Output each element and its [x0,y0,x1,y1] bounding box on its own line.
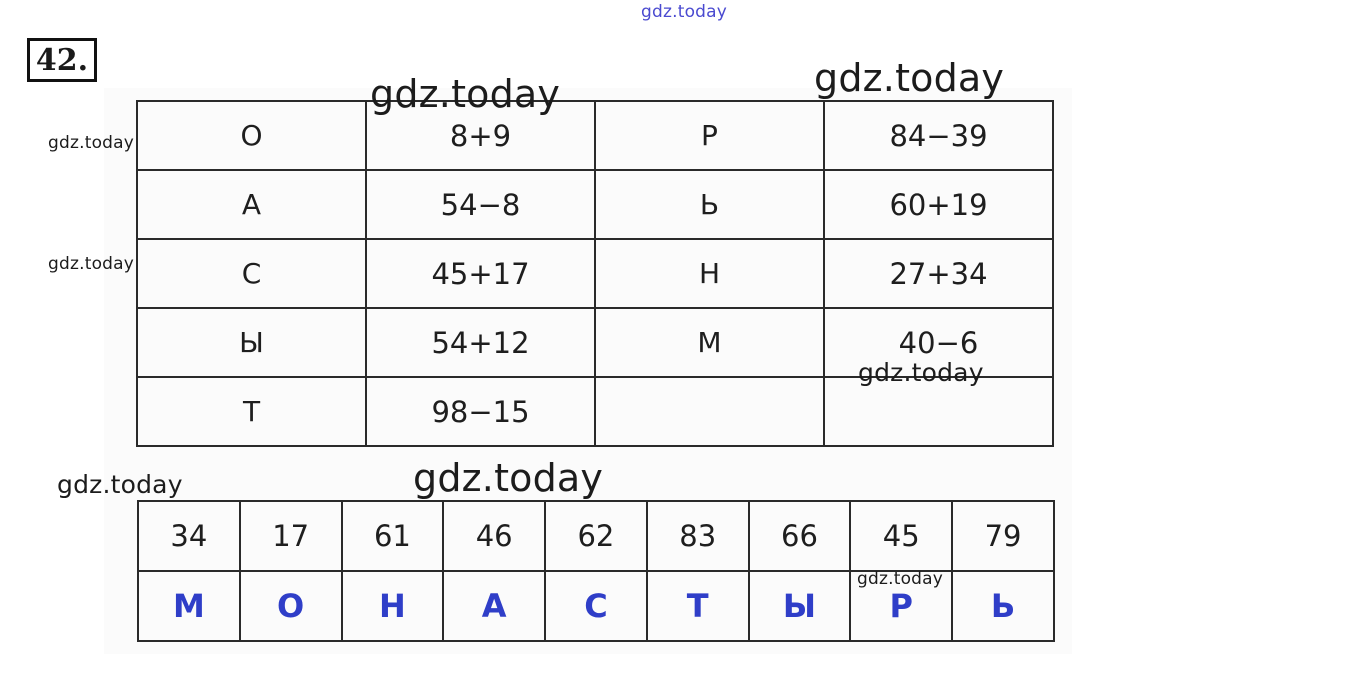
answer-letter-cell: Т [647,571,749,641]
answer-letter-cell: Р [850,571,952,641]
watermark-top: gdz.today [641,2,728,22]
answer-number-cell: 83 [647,501,749,571]
cipher-expression-cell: 27+34 [824,239,1053,308]
watermark-small-2: gdz.today [48,254,135,274]
cipher-letter-cell: А [137,170,366,239]
answer-number-cell: 46 [443,501,545,571]
watermark-big-3: gdz.today [413,456,604,500]
answer-number-cell: 45 [850,501,952,571]
cipher-expression-cell: 45+17 [366,239,595,308]
cipher-row [137,170,1053,239]
watermark-mid-2: gdz.today [858,358,984,387]
answer-number-cell: 61 [342,501,444,571]
watermark-small-1: gdz.today [48,133,135,153]
answer-number-cell: 66 [749,501,851,571]
cipher-letter-cell [595,377,824,446]
cipher-row [137,101,1053,170]
answer-number-cell: 34 [138,501,240,571]
watermark-big-1: gdz.today [370,72,561,116]
answer-number-cell: 17 [240,501,342,571]
cipher-expression-cell: 54+12 [366,308,595,377]
answer-letter-cell: М [138,571,240,641]
cipher-letter-cell: Ь [595,170,824,239]
cipher-expression-cell: 8+9 [366,101,595,170]
watermark-small-3: gdz.today [857,569,944,589]
answer-letter-cell: С [545,571,647,641]
cipher-expression-cell: 84−39 [824,101,1053,170]
cipher-table [136,100,1054,447]
cipher-expression-cell: 54−8 [366,170,595,239]
answer-letter-cell: Н [342,571,444,641]
watermark-big-2: gdz.today [814,56,1005,100]
watermark-mid-1: gdz.today [57,470,183,499]
cipher-expression-cell: 60+19 [824,170,1053,239]
cipher-letter-cell: Ы [137,308,366,377]
cipher-letter-cell: Н [595,239,824,308]
answer-number-cell: 79 [952,501,1054,571]
cipher-row [137,377,1053,446]
cipher-expression-cell: 40−6 [824,308,1053,377]
answer-letter-cell: Ь [952,571,1054,641]
cipher-letter-cell: Р [595,101,824,170]
cipher-letter-cell: О [137,101,366,170]
cipher-letter-cell: М [595,308,824,377]
answer-number-cell: 62 [545,501,647,571]
answer-numbers-row [138,501,1054,571]
cipher-letter-cell: Т [137,377,366,446]
answer-letter-cell: А [443,571,545,641]
cipher-row [137,239,1053,308]
cipher-letter-cell: С [137,239,366,308]
task-number-box: 42. [27,38,97,82]
answer-letter-cell: О [240,571,342,641]
cipher-expression-cell [824,377,1053,446]
answer-letter-cell: Ы [749,571,851,641]
cipher-expression-cell: 98−15 [366,377,595,446]
